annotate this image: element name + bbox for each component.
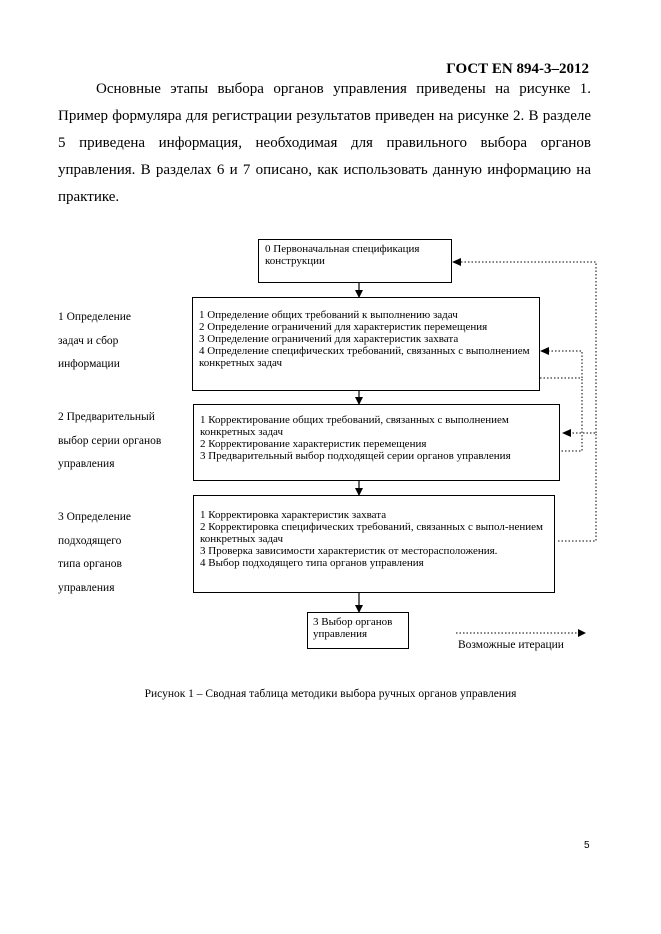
stage3-item: 1 Корректировка характеристик захвата <box>200 509 387 521</box>
iteration-stage3-to-stage2 <box>558 433 596 541</box>
page-number: 5 <box>584 840 590 851</box>
stage2-item: 1 Корректирование общих требований, связанных с выполнением конкретных задач <box>200 414 509 438</box>
stage2-item: 2 Корректирование характеристик перемещения <box>200 438 427 450</box>
stage2-label-line: выбор серии органов <box>58 434 162 447</box>
iteration-arrowhead-stage1 <box>540 347 549 355</box>
end-box <box>307 612 409 649</box>
stage3-label-line: подходящего <box>58 534 122 547</box>
stage1-item: 3 Определение ограничений для характеристик захвата <box>199 333 459 345</box>
iteration-arrowhead-stage2 <box>562 429 571 437</box>
stage2-label-line: управления <box>58 458 115 470</box>
stage3-box <box>193 495 555 593</box>
stage3-label <box>58 506 131 600</box>
stage1-item: 4 Определение специфических требований, связанных с выполнением конкретных задач <box>199 345 530 369</box>
stage2-label-line: 2 Предварительный <box>58 411 155 423</box>
legend-arrowhead <box>578 629 586 637</box>
stage1-item: 1 Определение общих требований к выполнению задач <box>199 309 458 321</box>
stage1-label-line: 1 Определение <box>58 311 131 323</box>
document-number: ГОСТ EN 894-3–2012 <box>446 61 589 77</box>
stage1-label-line: задач и сбор <box>58 334 119 347</box>
stage3-item: 2 Корректировка специфических требований, связанных с выпол-нением конкретных задач <box>200 521 543 545</box>
stage1-label <box>58 306 131 377</box>
stage3-item: 4 Выбор подходящего типа органов управления <box>200 557 424 569</box>
iteration-stage1-loop <box>540 351 582 378</box>
stage3-label-line: типа органов <box>58 558 122 570</box>
start-box <box>258 239 452 283</box>
start-box-text: 0 Первоначальная спецификация конструкции <box>265 243 420 267</box>
stage2-label <box>58 406 161 477</box>
figure-caption: Рисунок 1 – Сводная таблица методики выбора ручных органов управления <box>144 688 517 700</box>
stage2-item: 3 Предварительный выбор подходящей серии органов управления <box>200 450 511 462</box>
stage3-item: 3 Проверка зависимости характеристик от месторасположения. <box>200 545 498 557</box>
stage3-label-line: управления <box>58 581 115 594</box>
iteration-stage2-to-stage1 <box>558 378 582 451</box>
iteration-arrowhead-start <box>452 258 461 266</box>
stage3-label-line: 3 Определение <box>58 511 131 523</box>
end-box-text: 3 Выбор органов управления <box>313 616 393 640</box>
stage1-box <box>192 297 540 391</box>
stage2-box <box>193 404 560 481</box>
legend-label: Возможные итерации <box>458 639 564 651</box>
stage1-label-line: информации <box>58 358 120 370</box>
stage1-item: 2 Определение ограничений для характеристик перемещения <box>199 321 488 333</box>
intro-paragraph: Основные этапы выбора органов управления приведены на рисунке 1. Пример формуляра для регистрации результатов приведен на рисунке 2. В разделе 5 приведена информация, необходимая для правильного выбора органов управления. В разделах 6 и 7 описано, как использовать данную информацию на практике. <box>58 81 591 205</box>
